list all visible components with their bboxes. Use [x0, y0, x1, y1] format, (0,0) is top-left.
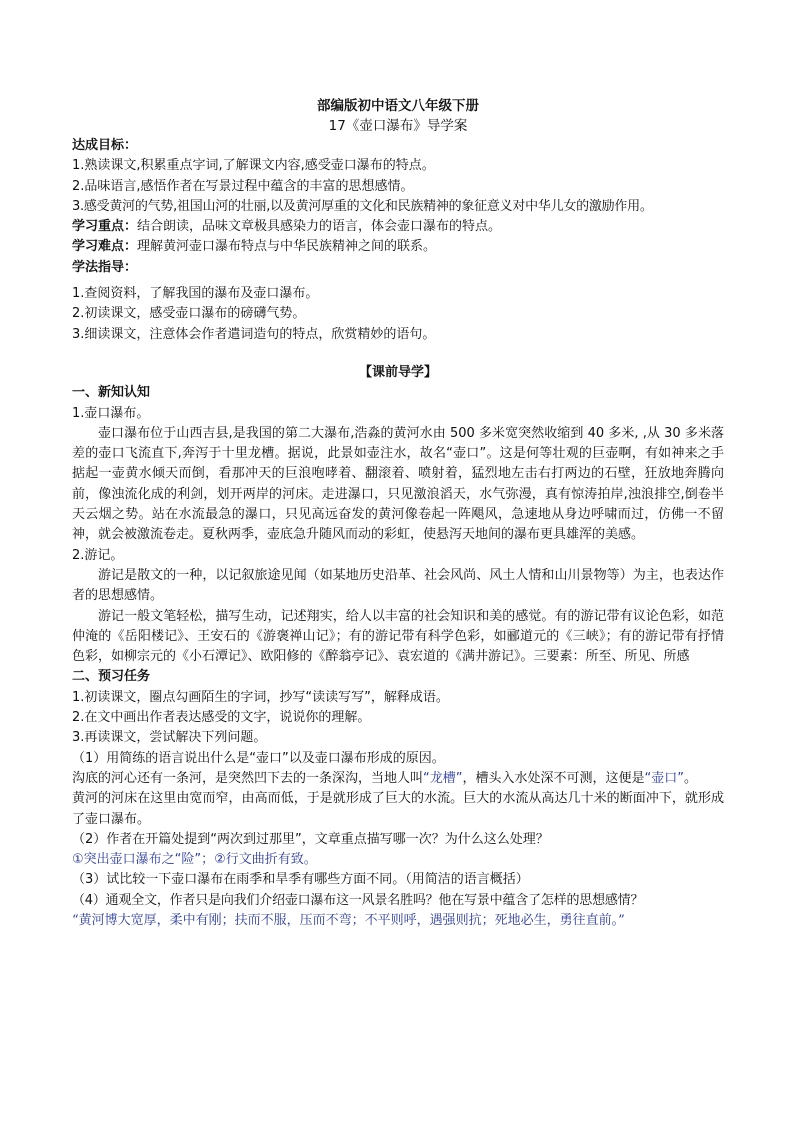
task-2: 2.在文中画出作者表达感受的文字，说说你的理解。	[72, 710, 371, 726]
answer-1-part-b: 黄河的河床在这里由宽而窄，由高而低，于是就形成了巨大的水流。巨大的水流从高达几十米的断面冲下，就形成了壶口瀑布。	[72, 791, 724, 827]
hukou-description: 壶口瀑布位于山西吉县,是我国的第二大瀑布,浩淼的黄河水由 500 多米宽突然收缩到 40 多米, ,从 30 多米落差的壶口飞流直下,奔泻于十里龙槽。据说，此景如壶注水，故名“壶口”。这是何等壮观的巨壶啊，有如神来之手掂起一壶黄水倾天而倒，看那冲天的巨浪咆哮着、翻滚着、喷射着，猛烈地左击右打两边的石壁，狂放地奔腾向前，像浊流化成的利剑，划开两岸的河床。走进瀑口，只见激浪滔天，水气弥漫，真有惊涛拍岸,浊浪排空,倒卷半天云烟之势。站在水流最急的瀑口，只见高远奋发的黄河像卷起一阵飓风，急速地从身边呼啸而过，仿佛一不留神，就会被激流卷走。夏秋两季，壶底急升随风而动的彩虹，使悬泻天地间的瀑布更具雄浑的美感。	[72, 425, 724, 543]
answer-2: ①突出壶口瀑布之“险”；②行文曲折有致。	[72, 852, 317, 868]
question-3: （3）试比较一下壶口瀑布在雨季和旱季有哪些方面不同。（用简洁的语言概括）	[72, 872, 529, 888]
item-2-title: 2.游记。	[72, 547, 124, 563]
question-2: （2）作者在开篇处提到“两次到过那里”，文章重点描写哪一次？为什么这么处理？	[72, 831, 549, 847]
item-1-title: 1.壶口瀑布。	[72, 405, 150, 421]
travelogue-definition: 游记是散文的一种，以记叙旅途见闻（如某地历史沿革、社会风尚、风土人情和山川景物等）为主，也表达作者的思想感情。	[72, 567, 724, 604]
difficulty-text: 理解黄河壶口瀑布特点与中华民族精神之间的联系。	[137, 239, 437, 255]
learning-difficulty	[72, 237, 724, 257]
method-item-3: 3.细读课文，注意体会作者遣词造句的特点，欣赏精妙的语句。	[72, 326, 436, 342]
focus-text: 结合朗读，品味文章极具感染力的语言，体会壶口瀑布的特点。	[137, 219, 502, 235]
focus-label: 学习重点：	[72, 219, 138, 235]
goal-item-3: 3.感受黄河的气势,祖国山河的壮丽,以及黄河厚重的文化和民族精神的象征意义对中华儿女的激励作用。	[72, 198, 653, 214]
goals-label: 达成目标：	[72, 138, 138, 153]
answer-1-text-cont: ，槽头入水处深不可测，这便是	[462, 770, 645, 786]
answer-1-part-a	[72, 769, 724, 789]
answer-1-text: 沟底的河心还有一条河，是突然凹下去的一条深沟，当地人叫	[72, 770, 424, 786]
task-1: 1.初读课文，圈点勾画陌生的字词，抄写“读读写写”，解释成语。	[72, 689, 449, 705]
lesson-title: 17《壶口瀑布》导学案	[328, 118, 468, 134]
document-title: 部编版初中语文八年级下册	[317, 98, 479, 114]
preview-heading: 【课前导学】	[358, 364, 437, 380]
question-1: （1）用简练的语言说出什么是“壶口”以及壶口瀑布形成的原因。	[72, 750, 445, 766]
difficulty-label: 学习难点：	[72, 239, 138, 255]
goal-item-2: 2.品味语言,感悟作者在写景过程中蕴含的丰富的思想感情。	[72, 178, 414, 194]
method-item-1: 1.查阅资料，了解我国的瀑布及壶口瀑布。	[72, 286, 319, 302]
answer-1-end: 。	[684, 770, 698, 786]
method-label: 学法指导：	[72, 259, 138, 275]
travelogue-types: 游记一般文笔轻松，描写生动，记述翔实，给人以丰富的社会知识和美的感觉。有的游记带有议论色彩，如范仲淹的《岳阳楼记》、王安石的《游褒禅山记》；有的游记带有科学色彩，如郦道元的《三峡》；有的游记带有抒情色彩，如柳宗元的《小石潭记》、欧阳修的《醉翁亭记》、袁宏道的《满井游记》。三要素：所至、所见、所感	[72, 608, 724, 665]
section-2-title: 二、预习任务	[72, 669, 151, 685]
worksheet-page	[72, 96, 724, 931]
learning-focus	[72, 217, 724, 237]
goal-item-1: 1.熟读课文,积累重点字词,了解课文内容,感受壶口瀑布的特点。	[72, 158, 435, 174]
task-3: 3.再读课文，尝试解决下列问题。	[72, 730, 267, 746]
method-item-2: 2.初读课文，感受壶口瀑布的磅礴气势。	[72, 306, 306, 322]
answer-1-highlight-longcao: “龙槽”	[423, 770, 463, 786]
section-1-title: 一、新知认知	[72, 385, 151, 401]
answer-1-highlight-hukou: “壶口”	[644, 770, 684, 786]
question-4: （4）通观全文，作者只是向我们介绍壶口瀑布这一风景名胜吗？他在写景中蕴含了怎样的思想感情？	[72, 892, 644, 908]
answer-4: “黄河博大宽厚，柔中有刚；扶而不服，压而不弯；不平则呼，遇强则抗；死地必生，勇往直前。”	[72, 912, 625, 928]
